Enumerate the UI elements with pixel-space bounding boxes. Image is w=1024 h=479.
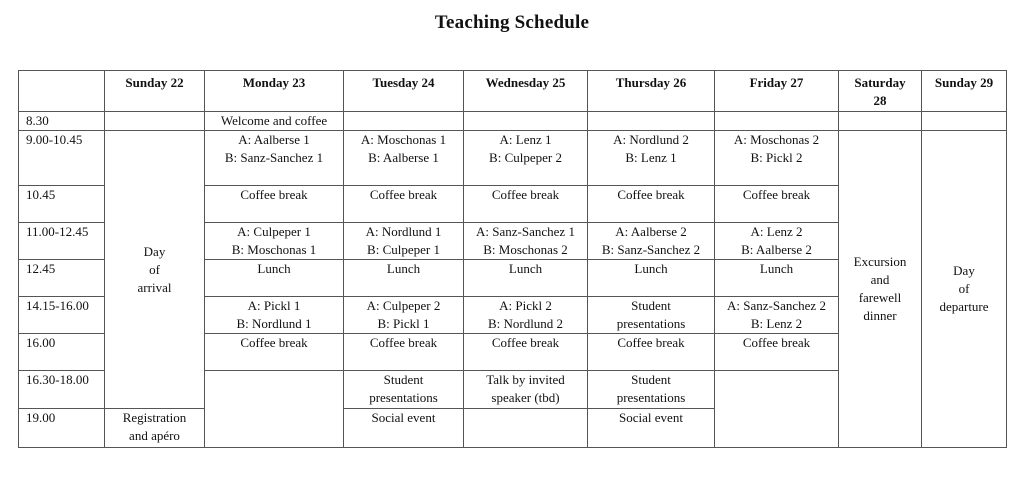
- session-a: A: Aalberse 2: [615, 224, 687, 239]
- lunch-cell: Lunch: [344, 260, 464, 297]
- empty-cell: [715, 112, 839, 131]
- header-thursday-26: Thursday 26: [588, 71, 715, 112]
- time-cell: 14.15-16.00: [19, 297, 105, 334]
- registration-line: and apéro: [129, 428, 180, 443]
- session-a: A: Sanz-Sanchez 2: [727, 298, 826, 313]
- header-wednesday-25: Wednesday 25: [464, 71, 588, 112]
- time-cell: 11.00-12.45: [19, 223, 105, 260]
- coffee-cell: Coffee break: [715, 186, 839, 223]
- excursion-cell: [839, 131, 922, 448]
- coffee-cell: Coffee break: [344, 186, 464, 223]
- session-a: A: Nordlund 2: [613, 132, 689, 147]
- presentations-line: Student: [383, 372, 424, 387]
- session-cell: [588, 131, 715, 186]
- session-a: A: Nordlund 1: [365, 224, 442, 239]
- session-cell: [464, 297, 588, 334]
- day-of-arrival-cell: [105, 131, 205, 409]
- header-time: [19, 71, 105, 112]
- coffee-cell: Coffee break: [464, 186, 588, 223]
- presentations-line: presentations: [616, 390, 686, 405]
- empty-cell: [922, 112, 1007, 131]
- time-cell: 9.00-10.45: [19, 131, 105, 186]
- presentations-cell: [344, 371, 464, 409]
- time-cell: 19.00: [19, 409, 105, 448]
- departure-line: departure: [939, 299, 989, 314]
- session-a: A: Lenz 1: [499, 132, 552, 147]
- session-b: B: Moschonas 1: [231, 242, 317, 257]
- registration-cell: [105, 409, 205, 448]
- session-a: A: Moschonas 2: [733, 132, 820, 147]
- lunch-cell: Lunch: [715, 260, 839, 297]
- session-b: B: Aalberse 2: [741, 242, 812, 257]
- empty-cell: [464, 409, 588, 448]
- session-b: B: Aalberse 1: [368, 150, 439, 165]
- session-b: B: Lenz 1: [625, 150, 677, 165]
- session-b: B: Moschonas 2: [483, 242, 568, 257]
- presentations-line: presentations: [369, 390, 438, 405]
- session-a: A: Pickl 2: [499, 298, 552, 313]
- session-cell: [205, 131, 344, 186]
- session-b: B: Pickl 2: [750, 150, 803, 165]
- empty-cell: [839, 112, 922, 131]
- header-monday-23: Monday 23: [205, 71, 344, 112]
- header-tuesday-24: Tuesday 24: [344, 71, 464, 112]
- welcome-cell: Welcome and coffee: [205, 112, 344, 131]
- session-a: A: Moschonas 1: [360, 132, 447, 147]
- time-cell: 8.30: [19, 112, 105, 131]
- table-row: [19, 131, 1007, 186]
- lunch-cell: Lunch: [205, 260, 344, 297]
- coffee-cell: Coffee break: [205, 334, 344, 371]
- lunch-cell: Lunch: [588, 260, 715, 297]
- session-a: A: Culpeper 1: [237, 224, 311, 239]
- header-row: [19, 71, 1007, 112]
- session-b: B: Sanz-Sanchez 2: [601, 242, 701, 257]
- session-cell: [464, 223, 588, 260]
- excursion-line: farewell: [858, 290, 902, 305]
- excursion-line: and: [870, 272, 890, 287]
- session-b: B: Pickl 1: [377, 316, 430, 331]
- coffee-cell: Coffee break: [715, 334, 839, 371]
- session-cell: [344, 223, 464, 260]
- time-cell: 16.00: [19, 334, 105, 371]
- session-cell: [344, 297, 464, 334]
- session-cell: [715, 223, 839, 260]
- coffee-cell: Coffee break: [588, 334, 715, 371]
- invited-talk-line: speaker (tbd): [491, 390, 560, 405]
- excursion-line: dinner: [863, 308, 897, 323]
- empty-cell: [715, 371, 839, 448]
- table-row: [19, 112, 1007, 131]
- session-b: B: Culpeper 1: [367, 242, 440, 257]
- coffee-cell: Coffee break: [344, 334, 464, 371]
- session-b: B: Lenz 2: [750, 316, 803, 331]
- session-b: B: Nordlund 1: [236, 316, 312, 331]
- session-b: B: Culpeper 2: [489, 150, 562, 165]
- social-event-cell: Social event: [588, 409, 715, 448]
- departure-line: Day: [953, 263, 975, 278]
- schedule-table: [18, 70, 1007, 448]
- header-friday-27: Friday 27: [715, 71, 839, 112]
- session-a: A: Pickl 1: [247, 298, 301, 313]
- empty-cell: [464, 112, 588, 131]
- time-cell: 16.30-18.00: [19, 371, 105, 409]
- session-b: B: Sanz-Sanchez 1: [224, 150, 324, 165]
- lunch-cell: Lunch: [464, 260, 588, 297]
- header-saturday-28-line2: 28: [873, 93, 887, 108]
- session-cell: [588, 223, 715, 260]
- session-a: A: Aalberse 1: [238, 132, 310, 147]
- session-cell: [464, 131, 588, 186]
- day-of-departure-cell: [922, 131, 1007, 448]
- session-cell: [205, 297, 344, 334]
- presentations-cell: [588, 297, 715, 334]
- presentations-line: Student: [631, 298, 671, 313]
- arrival-line: arrival: [137, 279, 172, 295]
- page-title: Teaching Schedule: [434, 12, 590, 33]
- arrival-line: Day: [143, 243, 166, 259]
- session-cell: [344, 131, 464, 186]
- empty-cell: [344, 112, 464, 131]
- empty-cell: [105, 112, 205, 131]
- presentations-line: Student: [631, 372, 671, 387]
- time-cell: 10.45: [19, 186, 105, 223]
- coffee-cell: Coffee break: [205, 186, 344, 223]
- excursion-line: Excursion: [853, 254, 907, 269]
- coffee-cell: Coffee break: [588, 186, 715, 223]
- session-cell: [205, 223, 344, 260]
- invited-talk-cell: [464, 371, 588, 409]
- presentations-cell: [588, 371, 715, 409]
- header-saturday-28-line1: Saturday: [854, 75, 906, 90]
- invited-talk-line: Talk by invited: [486, 372, 565, 387]
- registration-line: Registration: [122, 410, 187, 425]
- session-a: A: Lenz 2: [750, 224, 803, 239]
- social-event-cell: Social event: [344, 409, 464, 448]
- presentations-line: presentations: [616, 316, 686, 331]
- arrival-line: of: [149, 261, 160, 277]
- empty-cell: [588, 112, 715, 131]
- session-a: A: Culpeper 2: [366, 298, 441, 313]
- session-a: A: Sanz-Sanchez 1: [476, 224, 575, 239]
- header-sunday-29: Sunday 29: [922, 71, 1007, 112]
- coffee-cell: Coffee break: [464, 334, 588, 371]
- empty-cell: [205, 371, 344, 448]
- session-b: B: Nordlund 2: [487, 316, 564, 331]
- header-sunday-22: Sunday 22: [105, 71, 205, 112]
- header-saturday-28: [839, 71, 922, 112]
- session-cell: [715, 297, 839, 334]
- departure-line: of: [958, 281, 970, 296]
- session-cell: [715, 131, 839, 186]
- time-cell: 12.45: [19, 260, 105, 297]
